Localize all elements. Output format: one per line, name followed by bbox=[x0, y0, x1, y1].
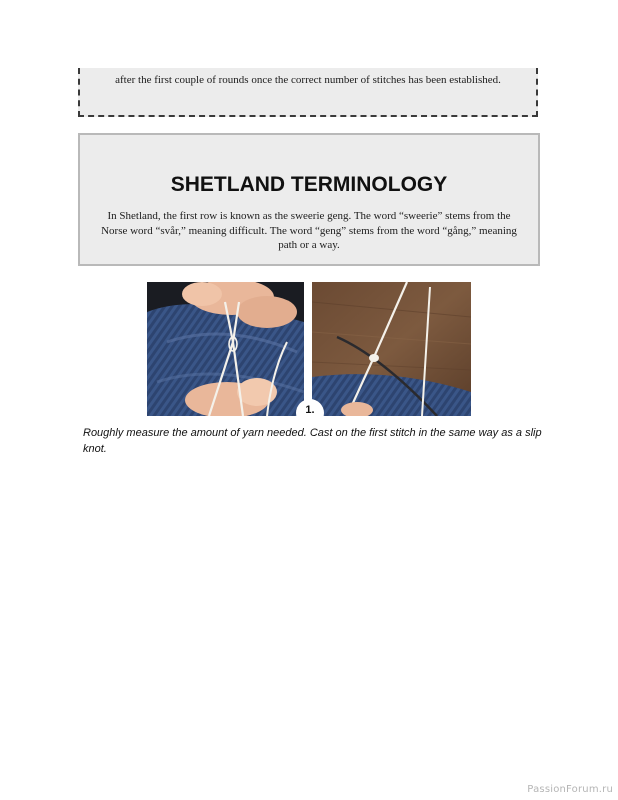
step-number-badge: 1. bbox=[296, 399, 324, 427]
terminology-title: SHETLAND TERMINOLOGY bbox=[170, 173, 448, 196]
continued-note-box bbox=[78, 68, 538, 117]
step-photo-right bbox=[312, 282, 471, 416]
continued-note-text: after the first couple of rounds once the correct number of stitches has been established. bbox=[115, 74, 501, 86]
step-caption: Roughly measure the amount of yarn needed. Cast on the first stitch in the same way as a slip knot. bbox=[83, 427, 542, 455]
terminology-box bbox=[78, 133, 540, 266]
terminology-body: In Shetland, the first row is known as the sweerie geng. The word “sweerie” stems from the Norse word “svår,” meaning difficult. The word “geng” stems from the word “gång,” meaning path or a way. bbox=[101, 210, 517, 251]
step-photo-left bbox=[147, 282, 304, 416]
watermark: PassionForum.ru bbox=[527, 784, 613, 795]
